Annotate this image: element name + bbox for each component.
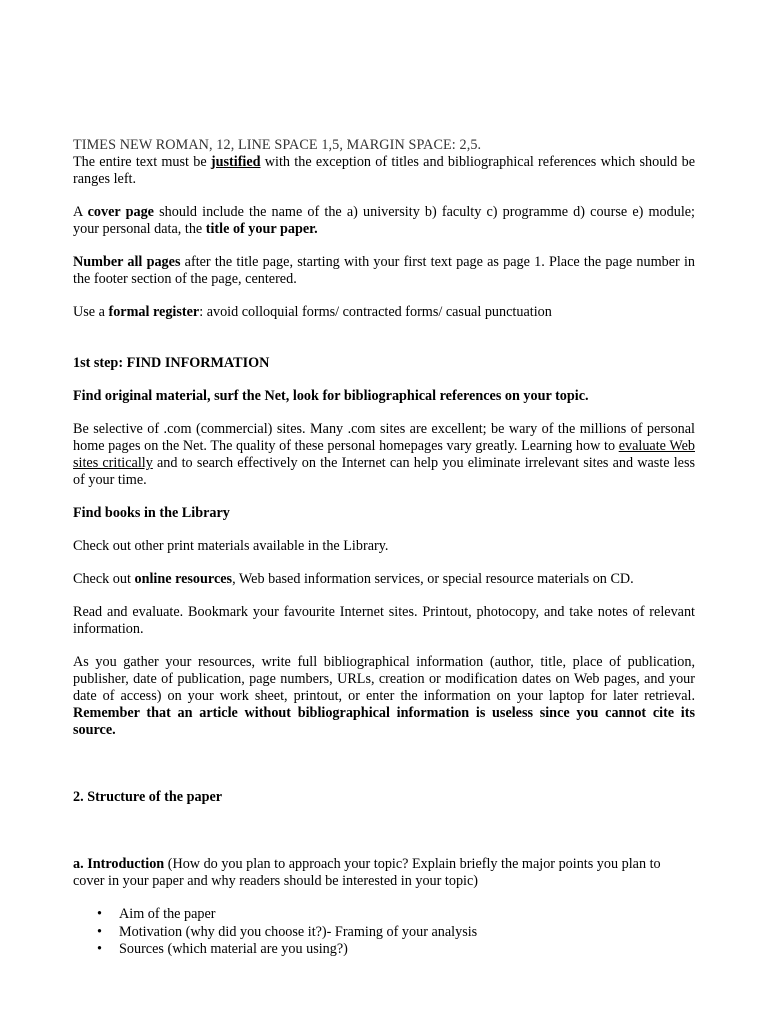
format-requirements-heading: TIMES NEW ROMAN, 12, LINE SPACE 1,5, MARGIN SPACE: 2,5.	[73, 137, 482, 153]
bibliographical-warning: Remember that an article without bibliographical information is useless since you cannot cite its source.	[73, 705, 695, 738]
bibliographical-text-a: As you gather your resources, write full bibliographical information (author, title, place of publication, publisher, date of publication, page numbers, URLs, creation or modification dates on Web pages, and your date of access) on your work sheet, printout, or enter the information on your laptop for later retrieval.	[73, 654, 695, 704]
justification-text-a: The entire text must be	[73, 154, 211, 170]
cover-page-keyword: cover page	[87, 204, 154, 220]
selective-sites-paragraph	[73, 421, 695, 489]
online-resources-keyword: online resources	[134, 571, 233, 587]
step1-heading: 1st step: FIND INFORMATION	[73, 355, 270, 371]
list-item	[73, 906, 695, 924]
bullet-icon: •	[97, 941, 102, 957]
evaluate-web-sites-link: evaluate Web sites critically	[73, 438, 695, 471]
register-text-a: Use a	[73, 304, 109, 320]
print-materials-paragraph: Check out other print materials available in the Library.	[73, 538, 389, 554]
justified-keyword: justified	[210, 154, 261, 170]
structure-heading: 2. Structure of the paper	[73, 789, 223, 805]
bullet-icon: •	[97, 906, 102, 922]
list-item-text: Aim of the paper	[119, 906, 216, 922]
introduction-keyword: a. Introduction	[73, 856, 165, 872]
introduction-text: (How do you plan to approach your topic? Explain briefly the major points you plan to cover in your paper and why readers should be interested in your topic)	[73, 856, 661, 889]
selective-text-c: and to search effectively on the Internet can help you eliminate irrelevant sites and waste less of your time.	[73, 455, 695, 488]
formal-register-keyword: formal register	[108, 304, 200, 320]
bibliographical-info-paragraph	[73, 654, 695, 739]
register-text-c: : avoid colloquial forms/ contracted forms/ casual punctuation	[199, 304, 552, 320]
justification-paragraph	[73, 154, 695, 188]
introduction-paragraph	[73, 856, 695, 890]
cover-page-paragraph	[73, 204, 695, 238]
online-resources-paragraph	[73, 571, 695, 588]
cover-text-a: A	[73, 204, 88, 220]
list-item-text: Sources (which material are you using?)	[119, 941, 348, 957]
introduction-bullet-list	[73, 906, 695, 959]
justification-text-c: with the exception of titles and bibliographical references which should be ranges left.	[73, 154, 695, 187]
document-body	[73, 137, 695, 959]
number-pages-keyword: Number all pages	[73, 254, 181, 270]
cover-text-c: should include the name of the a) university b) faculty c) programme d) course e) module; your personal data, the	[73, 204, 696, 237]
find-original-heading: Find original material, surf the Net, look for bibliographical references on your topic.	[73, 388, 589, 404]
register-paragraph	[73, 304, 695, 321]
online-text-a: Check out	[73, 571, 135, 587]
list-item	[73, 924, 695, 942]
bullet-icon: •	[97, 923, 102, 940]
find-books-heading: Find books in the Library	[73, 505, 230, 521]
list-item	[73, 941, 695, 959]
list-item-text: Motivation (why did you choose it?)- Framing of your analysis	[119, 923, 478, 940]
selective-text-a: Be selective of .com (commercial) sites. Many .com sites are excellent; be wary of the millions of personal home pages on the Net. The quality of these personal homepages vary greatly. Learning how to	[73, 421, 695, 454]
read-evaluate-paragraph: Read and evaluate. Bookmark your favourite Internet sites. Printout, photocopy, and take notes of relevant information.	[73, 604, 695, 637]
online-text-c: , Web based information services, or special resource materials on CD.	[232, 571, 634, 587]
page-numbering-paragraph	[73, 254, 695, 288]
title-of-paper-keyword: title of your paper.	[205, 221, 318, 237]
numbering-text: after the title page, starting with your first text page as page 1. Place the page number in the footer section of the page, centered.	[73, 254, 695, 287]
